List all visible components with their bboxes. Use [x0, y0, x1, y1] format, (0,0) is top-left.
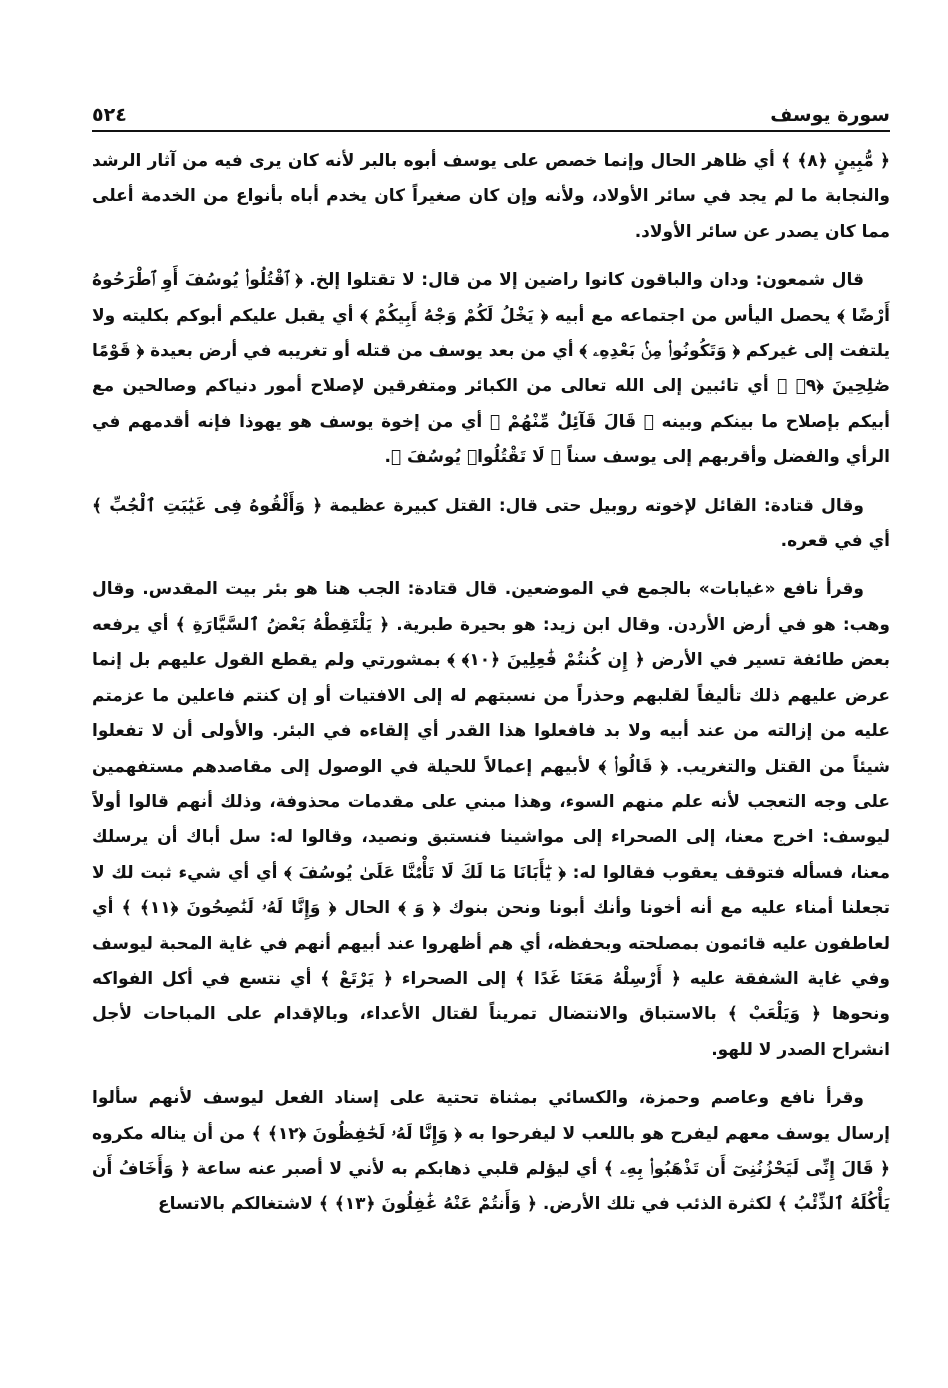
paragraph-3: وقال قتادة: القائل لإخوته روبيل حتى قال: القتل كبيرة عظيمة ﴿ وَأَلْقُوهُ فِى غَيَٰبَتِ ٱلْجُبِّ ﴾ أي في قعره.: [92, 495, 890, 552]
paragraph-1: ﴿ مُّبِينٍ ﴿٨﴾ ﴾ أي ظاهر الحال وإنما خصص على يوسف أبوه بالبر لأنه كان يرى فيه من آثار الرشد والنجابة ما لم يجد في سائر الأولاد، ولأنه وإن كان صغيراً كان يخدم أباه بأنواع من الخدمة أعلى مما كان يصدر عن سائر الأولاد.: [92, 151, 890, 242]
page-header: [92, 92, 890, 132]
paragraph-4: وقرأ نافع «غيابات» بالجمع في الموضعين. قال قتادة: الجب هنا هو بئر بيت المقدس. وقال وهب: هو في أرض الأردن. وقال ابن زيد: هو بحيرة طبرية. ﴿ يَلْتَقِطْهُ بَعْضُ ٱلسَّيَّارَةِ ﴾ أي يرفعه بعض طائفة تسير في الأرض ﴿ إِن كُنتُمْ فَٰعِلِينَ ﴿١٠﴾ ﴾ بمشورتي ولم يقطع القول عليهم بل إنما عرض عليهم ذلك تأليفاً لقلبهم وحذراً من نسبتهم له إلى الافتيات أو إن كنتم فاعلين ما عزمتم عليه من إزالته من عند أبيه ولا بد فافعلوا هذا القدر أي إلقاءه في البئر. والأولى أن لا تفعلوا شيئاً من القتل والتغريب. ﴿ قَالُوا۟ ﴾ لأبيهم إعمالاً للحيلة في الوصول إلى مقاصدهم مستفهمين على وجه التعجب لأنه علم منهم السوء، وهذا مبني على مقدمات محذوفة، وذلك أنهم قالوا أولاً ليوسف: اخرج معنا، إلى الصحراء إلى مواشينا فنستبق ونصيد، وقالوا له: سل أباك أن يرسلك معنا، فسأله فتوقف يعقوب فقالوا له: ﴿ يَٰٓأَبَانَا مَا لَكَ لَا تَأْمَ۫نَّا عَلَىٰ يُوسُفَ ﴾ أي أي شيء ثبت لك لا تجعلنا أمناء عليه مع أنه أخونا وأنك أبونا ونحن بنوك ﴿ وَ ﴾ الحال ﴿ وَإِنَّا لَهُۥ لَنَٰصِحُونَ ﴿١١﴾ ﴾ أي لعاطفون عليه قائمون بمصلحته وبحفظه، أي هم أظهروا عند أبيهم أنهم في غاية المحبة ليوسف وفي غاية الشفقة عليه ﴿ أَرْسِلْهُ مَعَنَا غَدًا ﴾ إلى الصحراء ﴿ يَرْتَعْ ﴾ أي نتسع في أكل الفواكه ونحوها ﴿ وَيَلْعَبْ ﴾ بالاستباق والانتضال تمريناً لقتال الأعداء، وبالإقدام على المباحات لأجل انشراح الصدر لا للهو.: [92, 579, 890, 1060]
paragraph-5: وقرأ نافع وعاصم وحمزة، والكسائي بمثناة تحتية على إسناد الفعل ليوسف لأنهم سألوا إرسال يوسف معهم ليفرح هو باللعب لا ليفرحوا به ﴿ وَإِنَّا لَهُۥ لَحَٰفِظُونَ ﴿١٢﴾ ﴾ من أن يناله مكروه ﴿ قَالَ إِنِّى لَيَحْزُنُنِىٓ أَن تَذْهَبُوا۟ بِهِۦ ﴾ أي ليؤلم قلبي ذهابكم به لأني لا أصبر عنه ساعة ﴿ وَأَخَافُ أَن يَأْكُلَهُ ٱلذِّئْبُ ﴾ لكثرة الذئب في تلك الأرض. ﴿ وَأَنتُمْ عَنْهُ غَٰفِلُونَ ﴿١٣﴾ ﴾ لاشتغالكم بالاتساع: [92, 1088, 890, 1215]
page-body: [92, 144, 890, 1223]
page-number: ٥٢٤: [92, 104, 127, 126]
surah-title: سورة يوسف: [770, 104, 890, 126]
book-page: [92, 92, 890, 1382]
paragraph-2: قال شمعون: ودان والباقون كانوا راضين إلا من قال: لا تقتلوا إلخ. ﴿ ٱقْتُلُوا۟ يُوسُفَ أَوِ ٱطْرَحُوهُ أَرْضًا ﴾ يحصل اليأس من اجتماعه مع أبيه ﴿ يَخْلُ لَكُمْ وَجْهُ أَبِيكُمْ ﴾ أي يقبل عليكم أبوكم بكليته ولا يلتفت إلى غيركم ﴿ وَتَكُونُوا۟ مِنۢ بَعْدِهِۦ ﴾ أي من بعد يوسف من قتله أو تغريبه في أرض بعيدة ﴿ قَوْمًا صَٰلِحِينَ ﴿٩﴾ ﴾ أي تائبين إلى الله تعالى من الكبائر ومتفرقين لإصلاح أمور دنياكم وصالحين مع أبيكم بإصلاح ما بينكم وبينه ﴿ قَالَ قَآئِلٌ مِّنْهُمْ ﴾ أي من إخوة يوسف هو يهوذا فإنه أقدمهم في الرأي والفضل وأقربهم إلى يوسف سناً ﴿ لَا تَقْتُلُوا۟ يُوسُفَ ﴾.: [92, 270, 890, 468]
